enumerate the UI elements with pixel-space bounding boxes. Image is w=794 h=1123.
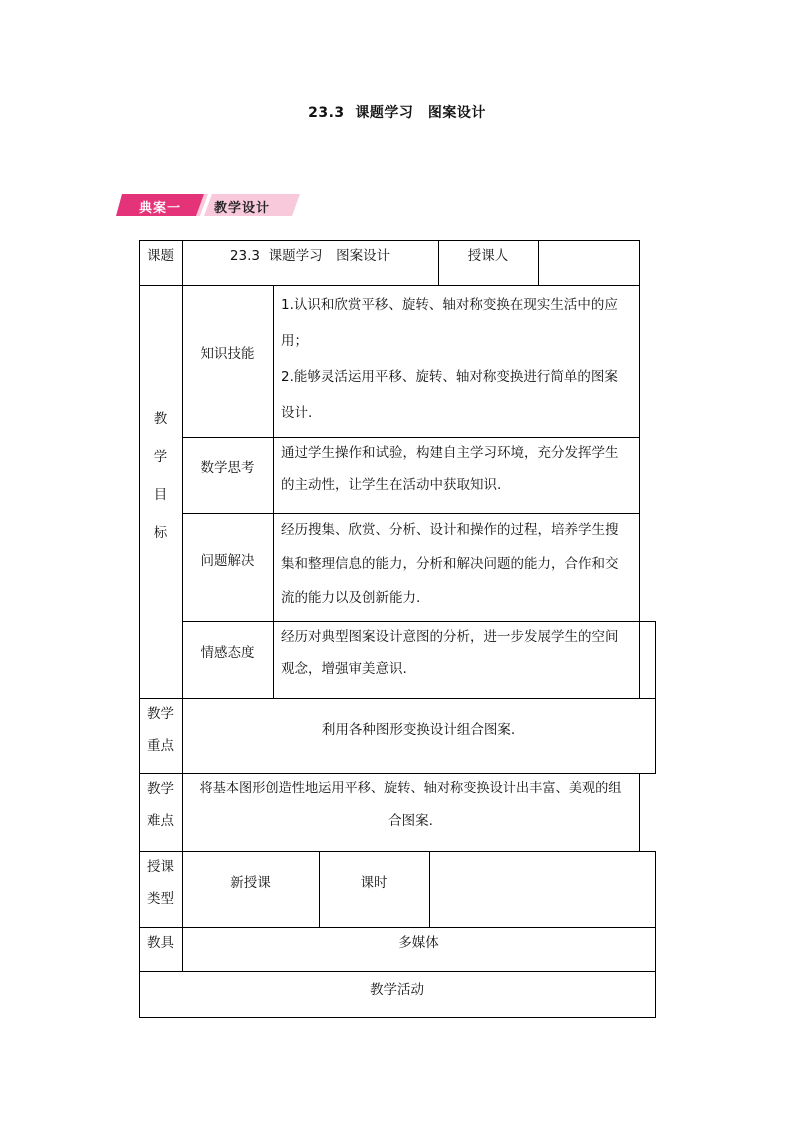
document-title: 23.3 课题学习 图案设计 bbox=[308, 105, 486, 121]
objective-detail bbox=[281, 621, 641, 685]
difficulty-line: 将基本图形创造性地运用平移、旋转、轴对称变换设计出丰富、美观的组 bbox=[199, 781, 622, 796]
banner-label: 教学设计 bbox=[214, 201, 271, 216]
lesson-type-label-line: 类型 bbox=[147, 891, 174, 907]
topic-value-cell bbox=[182, 240, 438, 272]
tools-value: 多媒体 bbox=[398, 935, 439, 951]
objectives-label bbox=[139, 400, 182, 552]
objectives-label-char: 标 bbox=[153, 525, 168, 541]
key-point-label-line: 重点 bbox=[147, 738, 174, 754]
objective-line: 1.认识和欣赏平移、旋转、轴对称变换在现实生活中的应 bbox=[281, 297, 618, 313]
topic-label: 课题 bbox=[147, 248, 174, 264]
key-point-value: 利用各种图形变换设计组合图案. bbox=[321, 722, 516, 738]
difficulty-label-line: 难点 bbox=[147, 813, 174, 829]
key-point-label bbox=[139, 698, 182, 762]
teacher-label: 授课人 bbox=[467, 248, 509, 264]
key-point-label-line: 教学 bbox=[147, 706, 174, 722]
lesson-type-label-line: 授课 bbox=[147, 859, 174, 875]
objective-line: 观念，增强审美意识. bbox=[281, 661, 407, 677]
objectives-label-char: 学 bbox=[153, 449, 168, 465]
difficulty-line: 合图案. bbox=[388, 813, 433, 829]
objective-detail bbox=[281, 287, 641, 431]
tools-label: 教具 bbox=[147, 935, 174, 951]
difficulty-value bbox=[182, 773, 639, 837]
topic-value: 23.3 课题学习 图案设计 bbox=[229, 248, 391, 264]
activities-label: 教学活动 bbox=[370, 982, 424, 998]
objective-line: 经历对典型图案设计意图的分析，进一步发展学生的空间 bbox=[281, 629, 619, 645]
objective-detail bbox=[281, 437, 641, 501]
objective-line: 用； bbox=[281, 333, 308, 349]
objectives-label-char: 目 bbox=[153, 487, 168, 503]
objective-name: 情感态度 bbox=[200, 645, 255, 661]
objective-name: 数学思考 bbox=[200, 460, 255, 476]
lesson-type-value: 新授课 bbox=[230, 875, 271, 891]
objective-line: 2.能够灵活运用平移、旋转、轴对称变换进行简单的图案 bbox=[281, 369, 618, 385]
lesson-hours-label: 课时 bbox=[360, 875, 388, 891]
objective-line: 经历搜集、欣赏、分析、设计和操作的过程，培养学生搜 bbox=[281, 522, 619, 538]
objective-line: 通过学生操作和试验，构建自主学习环境，充分发挥学生 bbox=[281, 445, 619, 461]
objective-line: 流的能力以及创新能力. bbox=[281, 590, 421, 606]
objective-detail bbox=[281, 513, 641, 615]
difficulty-label-line: 教学 bbox=[147, 781, 174, 797]
objective-line: 设计. bbox=[281, 405, 313, 421]
topic-label-cell bbox=[139, 240, 182, 272]
teacher-label-cell bbox=[438, 240, 538, 272]
objective-name: 问题解决 bbox=[200, 553, 255, 569]
objective-line: 集和整理信息的能力，分析和解决问题的能力，合作和交 bbox=[281, 556, 619, 572]
objective-name: 知识技能 bbox=[200, 346, 255, 362]
banner-tag: 典案一 bbox=[139, 201, 182, 216]
objective-line: 的主动性，让学生在活动中获取知识. bbox=[281, 477, 502, 493]
difficulty-label bbox=[139, 773, 182, 837]
lesson-type-label bbox=[139, 851, 182, 915]
objectives-label-char: 教 bbox=[153, 411, 168, 427]
